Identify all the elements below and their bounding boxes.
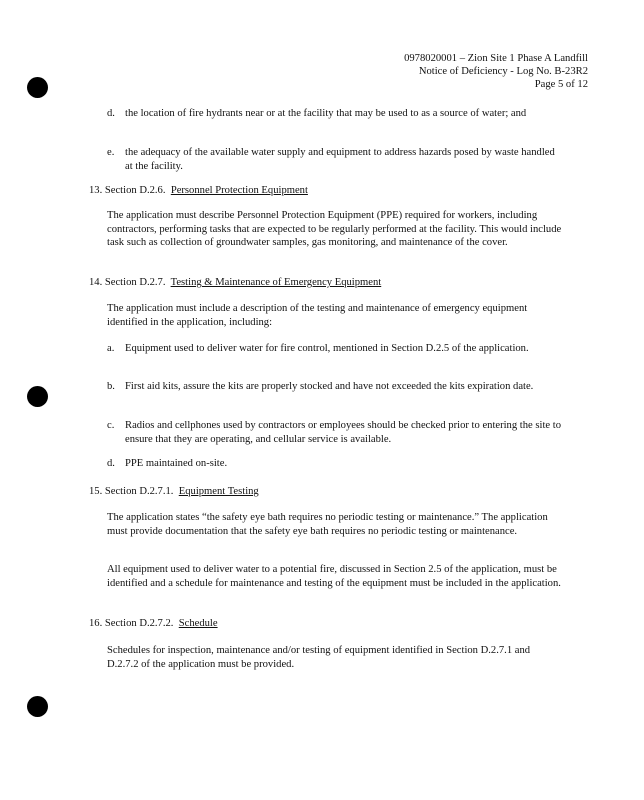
punch-hole-top bbox=[27, 77, 48, 98]
section-16-heading bbox=[89, 617, 218, 631]
section-16-number: 16. Section D.2.7.2. bbox=[89, 618, 174, 629]
section-14-number: 14. Section D.2.7. bbox=[89, 277, 166, 288]
list-item-letter: e. bbox=[107, 147, 115, 158]
list-item-letter: d. bbox=[107, 108, 115, 119]
header-notice-title: Notice of Deficiency - Log No. B-23R2 bbox=[418, 66, 588, 78]
section-13-heading bbox=[89, 184, 308, 198]
page-header bbox=[404, 52, 588, 92]
list-item-text: the adequacy of the available water supply and equipment to address hazards posed by waste handled at the facility. bbox=[125, 147, 555, 172]
list-item-text: the location of fire hydrants near or at the facility that may be used to as a source of water; and bbox=[125, 108, 527, 119]
section-14-body: The application must include a description of the testing and maintenance of emergency equipment identified in the application, including: bbox=[107, 303, 528, 328]
header-page-number: Page 5 of 12 bbox=[534, 79, 588, 91]
section-15-heading bbox=[89, 485, 259, 499]
section-15-body-2: All equipment used to deliver water to a potential fire, discussed in Section 2.5 of the application, must be identified and a schedule for maintenance and testing of the equipment must be included in the application. bbox=[107, 564, 561, 589]
list-item-text: PPE maintained on-site. bbox=[125, 458, 228, 469]
list-item-text: Equipment used to deliver water for fire control, mentioned in Section D.2.5 of the application. bbox=[125, 343, 529, 354]
punch-hole-bottom bbox=[27, 696, 48, 717]
list-item-letter: a. bbox=[107, 343, 115, 354]
list-item-text: Radios and cellphones used by contractors or employees should be checked prior to entering the site to ensure that they are operating, and cellular service is available. bbox=[125, 420, 561, 445]
list-item-letter: b. bbox=[107, 381, 115, 392]
section-14-heading bbox=[89, 276, 381, 290]
section-13-title: Personnel Protection Equipment bbox=[170, 185, 308, 196]
list-item-letter: c. bbox=[107, 420, 115, 431]
list-item-text: First aid kits, assure the kits are properly stocked and have not exceeded the kits expiration date. bbox=[125, 381, 534, 392]
section-13-body: The application must describe Personnel Protection Equipment (PPE) required for workers, including contractors, performing tasks that are expected to be regularly performed at the facility. This would include task such as collection of groundwater samples, gas monitoring, and maintenance of the cover. bbox=[107, 210, 562, 249]
section-15-title: Equipment Testing bbox=[178, 486, 259, 497]
section-16-title: Schedule bbox=[178, 618, 218, 629]
list-item-letter: d. bbox=[107, 458, 115, 469]
punch-hole-middle bbox=[27, 386, 48, 407]
section-15-body-1: The application states “the safety eye bath requires no periodic testing or maintenance.” The application must provide documentation that the safety eye bath requires no periodic testing or maintenance. bbox=[107, 512, 548, 537]
section-14-title: Testing & Maintenance of Emergency Equipment bbox=[170, 277, 382, 288]
section-15-number: 15. Section D.2.7.1. bbox=[89, 486, 174, 497]
section-16-body: Schedules for inspection, maintenance and/or testing of equipment identified in Section D.2.7.1 and D.2.7.2 of the application must be provided. bbox=[107, 645, 531, 670]
section-13-number: 13. Section D.2.6. bbox=[89, 185, 166, 196]
header-document-id: 0978020001 – Zion Site 1 Phase A Landfill bbox=[404, 53, 588, 64]
